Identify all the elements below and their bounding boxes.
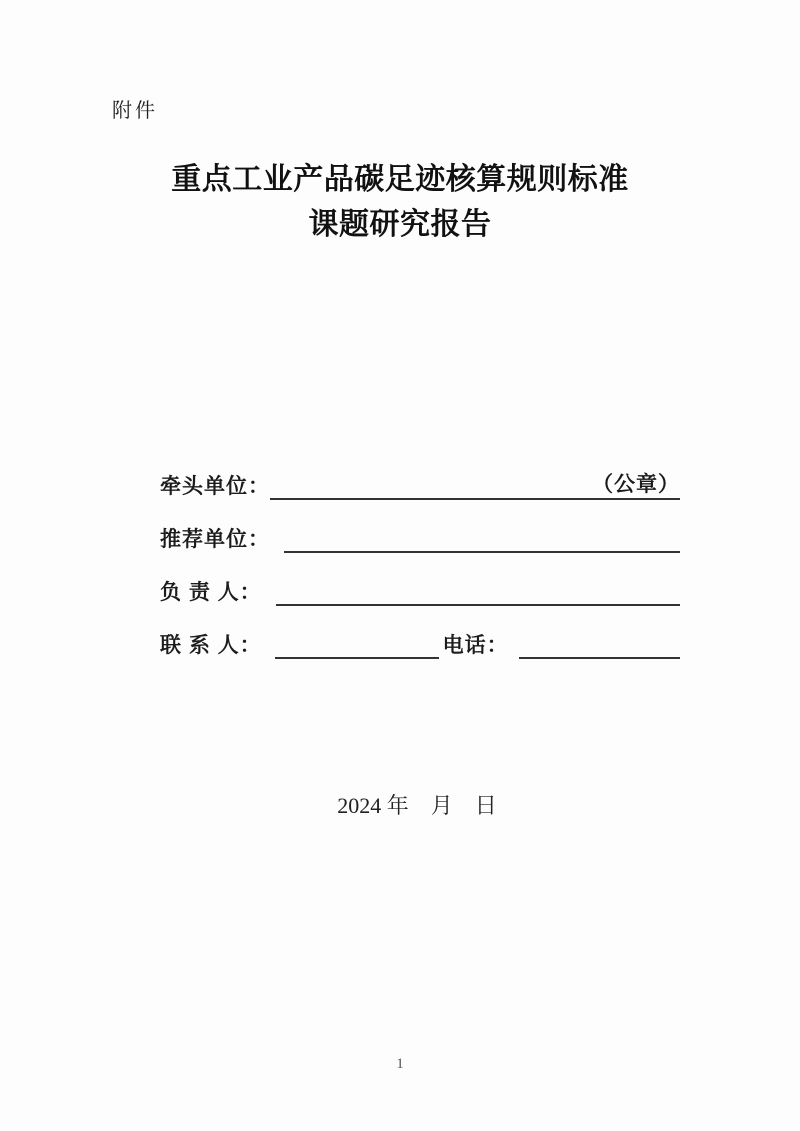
date-line: 2024 年 月 日 xyxy=(337,793,497,818)
attachment-label: 附件 xyxy=(112,100,158,122)
document-title xyxy=(0,157,800,247)
title-line-2: 课题研究报告 xyxy=(308,208,492,241)
page-number: 1 xyxy=(396,1056,404,1072)
form-row-contact xyxy=(160,606,680,659)
recommend-unit-label: 推荐单位： xyxy=(160,527,270,551)
lead-unit-blank-line xyxy=(270,470,680,500)
form-row-lead-unit xyxy=(160,447,680,500)
recommend-unit-blank-line xyxy=(284,523,680,553)
person-in-charge-blank-line xyxy=(276,576,680,606)
phone-blank-line xyxy=(519,629,680,659)
person-in-charge-label: 负 责 人： xyxy=(160,580,262,604)
contact-person-blank-line xyxy=(275,629,439,659)
official-seal-label: （公章） xyxy=(592,472,680,496)
contact-person-label: 联 系 人： xyxy=(160,633,262,657)
cover-form xyxy=(160,447,680,659)
title-line-1: 重点工业产品碳足迹核算规则标准 xyxy=(171,163,629,196)
form-row-person-in-charge xyxy=(160,553,680,606)
lead-unit-label: 牵头单位： xyxy=(160,474,270,498)
phone-label: 电话： xyxy=(442,633,509,657)
form-row-recommend-unit xyxy=(160,500,680,553)
